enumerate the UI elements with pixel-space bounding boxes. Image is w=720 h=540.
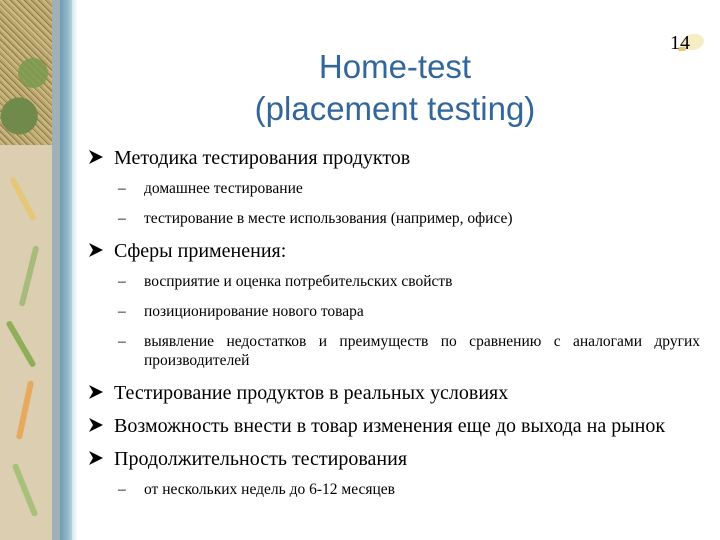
decorative-band [72,0,78,540]
bullet-item [88,146,700,170]
dash-bullet: – [118,210,126,227]
sub-bullet-item [88,209,700,228]
sub-bullet-item [88,332,700,370]
decorative-band [60,0,72,540]
sub-bullet-text: тестирование в месте использования (например, офисе) [144,210,513,227]
bullet-item [88,239,700,263]
arrowhead-bullet-icon [88,450,104,466]
sub-bullet-item [88,179,700,198]
slide-body [88,146,700,510]
dash-bullet: – [118,273,126,290]
bullet-item [88,447,700,471]
arrowhead-bullet-icon [88,149,104,165]
bullet-text: Методика тестирования продуктов [114,147,411,169]
dash-bullet: – [118,333,126,350]
bullet-text: Возможность внести в товар изменения еще до выхода на рынок [114,415,666,437]
page-number-area [664,30,714,60]
arrowhead-bullet-icon [88,384,104,400]
dash-bullet: – [118,481,126,498]
bullet-text: Тестирование продуктов в реальных условиях [114,382,509,404]
bullet-text: Продолжительность тестирования [114,448,408,470]
sub-bullet-item [88,272,700,291]
dash-bullet: – [118,180,126,197]
decorative-band [52,0,60,540]
arrowhead-bullet-icon [88,242,104,258]
arrowhead-bullet-icon [88,417,104,433]
bullet-text: Сферы применения: [114,240,287,262]
sub-bullet-text: выявление недостатков и преимуществ по сравнению с аналогами других производителей [144,333,700,369]
dash-bullet: – [118,303,126,320]
sub-bullet-item [88,302,700,321]
sub-bullet-text: от нескольких недель до 6-12 месяцев [144,481,395,498]
bullet-item [88,381,700,405]
title-line: Home-test [318,48,472,85]
sub-bullet-text: домашнее тестирование [144,180,303,197]
page-number: 14 [670,32,690,54]
bullet-item [88,414,700,438]
sub-bullet-text: восприятие и оценка потребительских свойств [144,273,453,290]
title-line: (placement testing) [254,90,536,127]
sub-bullet-item [88,480,700,499]
sub-bullet-text: позиционирование нового товара [144,303,364,320]
slide-title [120,46,670,130]
